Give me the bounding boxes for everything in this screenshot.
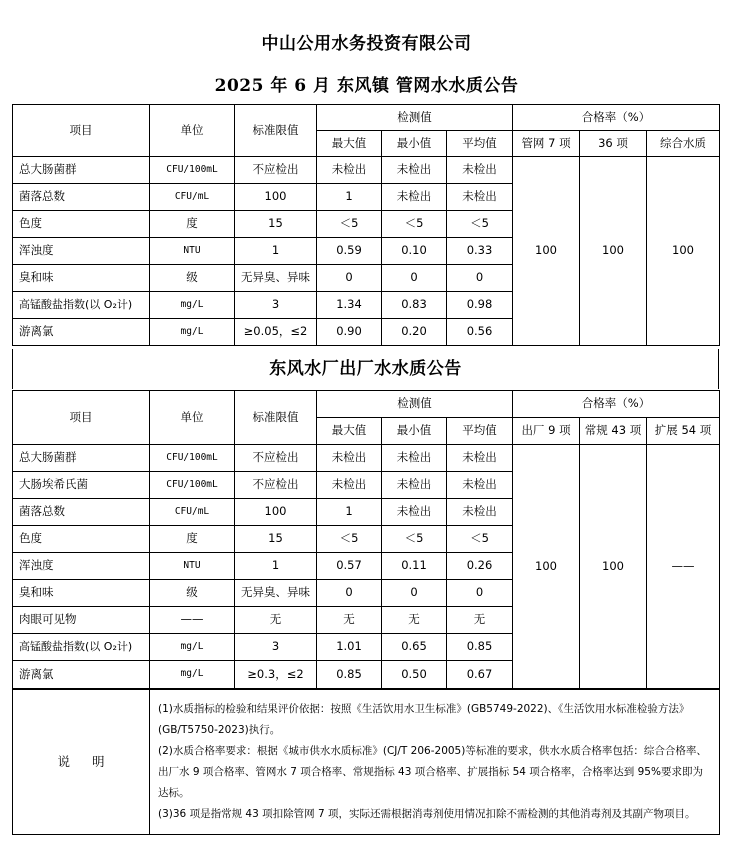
- rate-regular-value: 100: [580, 445, 647, 689]
- row-max: ＜5: [317, 211, 382, 238]
- row-avg: ＜5: [447, 526, 513, 553]
- page-title: 2025 年 6 月 东风镇 管网水水质公告: [214, 76, 519, 96]
- row-min: 0: [382, 265, 447, 292]
- row-avg: 未检出: [447, 445, 513, 472]
- header-max: 最大值: [317, 131, 382, 157]
- network-water-table: [12, 104, 720, 346]
- rate-factory-value: 100: [513, 445, 580, 689]
- row-min: 未检出: [382, 499, 447, 526]
- row-item: 大肠埃希氏菌: [13, 472, 150, 499]
- row-standard: 3: [235, 634, 317, 661]
- row-standard: 1: [235, 238, 317, 265]
- row-min: 0.20: [382, 319, 447, 346]
- row-item: 浑浊度: [13, 553, 150, 580]
- row-standard: 无异臭、异味: [235, 265, 317, 292]
- row-item: 总大肠菌群: [13, 157, 150, 184]
- row-max: 0.57: [317, 553, 382, 580]
- header-rate: 合格率（%）: [513, 391, 720, 418]
- row-unit: CFU/mL: [150, 184, 235, 211]
- row-standard: 不应检出: [235, 157, 317, 184]
- row-min: 0.83: [382, 292, 447, 319]
- section-title: 东风水厂出厂水水质公告: [12, 349, 719, 389]
- row-avg: 未检出: [447, 472, 513, 499]
- row-min: 未检出: [382, 184, 447, 211]
- row-item: 高锰酸盐指数(以 O₂计): [13, 292, 150, 319]
- row-standard: 1: [235, 553, 317, 580]
- header-item: 项目: [13, 105, 150, 157]
- row-unit: CFU/100mL: [150, 157, 235, 184]
- notes-label: 说明: [13, 690, 150, 835]
- row-unit: 级: [150, 580, 235, 607]
- row-avg: 0.85: [447, 634, 513, 661]
- row-unit: 级: [150, 265, 235, 292]
- row-max: 0.90: [317, 319, 382, 346]
- note-line: (2)水质合格率要求：根据《城市供水水质标准》(CJ/T 206-2005)等标准的要求，供水水质合格率包括：综合合格率、出厂水 9 项合格率、管网水 7 项合格率、常规指标 43 项合格率、扩展指标 54 项合格率，合格率达到 95%要求即为达标。: [158, 745, 707, 799]
- row-unit: 度: [150, 211, 235, 238]
- row-avg: 0.56: [447, 319, 513, 346]
- row-avg: 0.26: [447, 553, 513, 580]
- row-standard: 15: [235, 211, 317, 238]
- row-avg: 0: [447, 580, 513, 607]
- row-max: 未检出: [317, 157, 382, 184]
- row-avg: 0.98: [447, 292, 513, 319]
- row-max: 1: [317, 499, 382, 526]
- table-row: [13, 157, 720, 184]
- row-max: 0.59: [317, 238, 382, 265]
- row-item: 游离氯: [13, 661, 150, 689]
- row-unit: CFU/100mL: [150, 472, 235, 499]
- header-detect: 检测值: [317, 391, 513, 418]
- rate-overall-value: 100: [647, 157, 720, 346]
- row-standard: 100: [235, 184, 317, 211]
- notes-content: [150, 690, 720, 835]
- row-max: 0.85: [317, 661, 382, 689]
- row-standard: 无: [235, 607, 317, 634]
- row-avg: 0.67: [447, 661, 513, 689]
- row-item: 色度: [13, 526, 150, 553]
- row-min: 0.10: [382, 238, 447, 265]
- header-max: 最大值: [317, 418, 382, 445]
- row-item: 游离氯: [13, 319, 150, 346]
- row-min: 0.50: [382, 661, 447, 689]
- rate-network-value: 100: [513, 157, 580, 346]
- header-item: 项目: [13, 391, 150, 445]
- row-min: 未检出: [382, 445, 447, 472]
- company-name: 中山公用水务投资有限公司: [261, 34, 472, 54]
- header-min: 最小值: [382, 131, 447, 157]
- row-standard: 不应检出: [235, 472, 317, 499]
- row-standard: ≥0.05，≤2: [235, 319, 317, 346]
- row-item: 菌落总数: [13, 184, 150, 211]
- note-line: (1)水质指标的检验和结果评价依据：按照《生活饮用水卫生标准》(GB5749-2022)、《生活饮用水标准检验方法》(GB/T5750-2023)执行。: [158, 703, 690, 736]
- row-min: 未检出: [382, 157, 447, 184]
- row-unit: mg/L: [150, 634, 235, 661]
- rate-36-value: 100: [580, 157, 647, 346]
- header-rate: 合格率（%）: [513, 105, 720, 131]
- header-detect: 检测值: [317, 105, 513, 131]
- header-min: 最小值: [382, 418, 447, 445]
- row-item: 色度: [13, 211, 150, 238]
- row-item: 肉眼可见物: [13, 607, 150, 634]
- header-rate-regular: 常规 43 项: [580, 418, 647, 445]
- note-line: (3)36 项是指常规 43 项扣除管网 7 项，实际还需根据消毒剂使用情况扣除不需检测的其他消毒剂及其副产物项目。: [158, 808, 696, 820]
- row-min: 0.65: [382, 634, 447, 661]
- row-unit: mg/L: [150, 661, 235, 689]
- row-standard: 不应检出: [235, 445, 317, 472]
- row-standard: 15: [235, 526, 317, 553]
- header-rate-overall: 综合水质: [647, 131, 720, 157]
- row-min: 未检出: [382, 472, 447, 499]
- header-avg: 平均值: [447, 418, 513, 445]
- row-min: ＜5: [382, 211, 447, 238]
- header-standard: 标准限值: [235, 391, 317, 445]
- row-avg: 未检出: [447, 157, 513, 184]
- row-unit: CFU/100mL: [150, 445, 235, 472]
- row-max: 0: [317, 580, 382, 607]
- row-avg: 未检出: [447, 184, 513, 211]
- row-avg: 未检出: [447, 499, 513, 526]
- row-standard: 无异臭、异味: [235, 580, 317, 607]
- row-unit: CFU/mL: [150, 499, 235, 526]
- row-max: 0: [317, 265, 382, 292]
- header-standard: 标准限值: [235, 105, 317, 157]
- header-rate-extended: 扩展 54 项: [647, 418, 720, 445]
- row-unit: 度: [150, 526, 235, 553]
- row-unit: ——: [150, 607, 235, 634]
- row-max: 未检出: [317, 472, 382, 499]
- row-unit: mg/L: [150, 319, 235, 346]
- factory-water-table: [12, 390, 720, 689]
- row-max: 1.01: [317, 634, 382, 661]
- row-avg: ＜5: [447, 211, 513, 238]
- row-standard: ≥0.3，≤2: [235, 661, 317, 689]
- row-max: 1: [317, 184, 382, 211]
- header-unit: 单位: [150, 391, 235, 445]
- rate-extended-value: ——: [647, 445, 720, 689]
- row-standard: 100: [235, 499, 317, 526]
- row-item: 总大肠菌群: [13, 445, 150, 472]
- row-avg: 0: [447, 265, 513, 292]
- header-rate-factory: 出厂 9 项: [513, 418, 580, 445]
- row-item: 高锰酸盐指数(以 O₂计): [13, 634, 150, 661]
- header-rate-36: 36 项: [580, 131, 647, 157]
- row-max: 未检出: [317, 445, 382, 472]
- header-rate-network: 管网 7 项: [513, 131, 580, 157]
- notes-table: [12, 689, 720, 835]
- row-unit: mg/L: [150, 292, 235, 319]
- row-min: 0: [382, 580, 447, 607]
- row-item: 菌落总数: [13, 499, 150, 526]
- header-unit: 单位: [150, 105, 235, 157]
- row-unit: NTU: [150, 553, 235, 580]
- row-max: ＜5: [317, 526, 382, 553]
- row-item: 臭和味: [13, 265, 150, 292]
- row-item: 浑浊度: [13, 238, 150, 265]
- row-avg: 无: [447, 607, 513, 634]
- row-min: ＜5: [382, 526, 447, 553]
- row-avg: 0.33: [447, 238, 513, 265]
- row-standard: 3: [235, 292, 317, 319]
- row-max: 无: [317, 607, 382, 634]
- row-min: 无: [382, 607, 447, 634]
- row-item: 臭和味: [13, 580, 150, 607]
- row-max: 1.34: [317, 292, 382, 319]
- row-min: 0.11: [382, 553, 447, 580]
- row-unit: NTU: [150, 238, 235, 265]
- table-row: [13, 445, 720, 472]
- header-avg: 平均值: [447, 131, 513, 157]
